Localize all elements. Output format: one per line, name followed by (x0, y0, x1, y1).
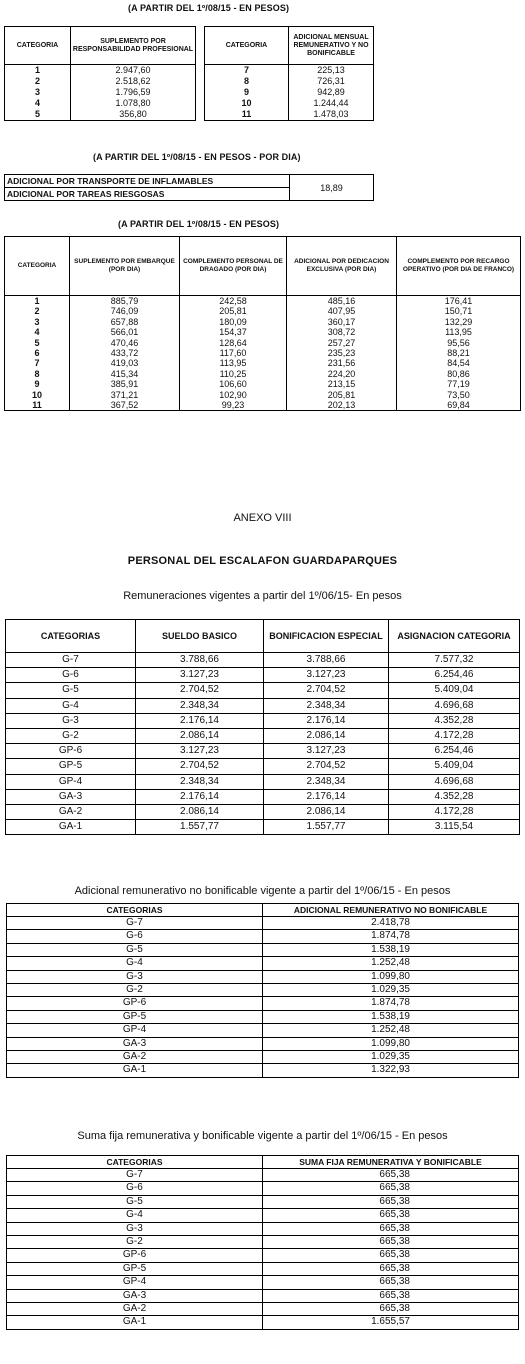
value-cell: 360,17 (287, 317, 397, 327)
value-cell: 2.086,14 (136, 805, 264, 820)
table-row (7, 970, 519, 983)
category-cell: GA-1 (7, 1064, 263, 1077)
value-cell: 176,41 (397, 296, 521, 307)
value-cell: 113,95 (180, 358, 287, 368)
value-cell: 95,56 (397, 338, 521, 348)
value-cell: 885,79 (70, 296, 180, 307)
value-cell: 6.254,46 (389, 744, 520, 759)
category-cell: G-2 (7, 1236, 263, 1249)
table-row (5, 65, 196, 77)
category-cell: G-7 (7, 1169, 263, 1182)
table-row (7, 1064, 519, 1077)
category-cell: GP-4 (7, 1276, 263, 1289)
table-row (6, 713, 520, 728)
value-cell: 257,27 (287, 338, 397, 348)
value-cell: 470,46 (70, 338, 180, 348)
value-cell: 665,38 (263, 1289, 519, 1302)
category-cell: G-5 (6, 683, 136, 698)
value-cell: 235,23 (287, 348, 397, 358)
category-cell: G-2 (7, 984, 263, 997)
value-cell: 154,37 (180, 327, 287, 337)
category-cell: GP-5 (6, 759, 136, 774)
category-cell: G-5 (7, 943, 263, 956)
category-cell: G-7 (7, 917, 263, 930)
table-row (6, 729, 520, 744)
adicional-no-bonificable-table (6, 903, 519, 1078)
value-cell: 1.557,77 (264, 820, 389, 835)
value-cell: 665,38 (263, 1195, 519, 1208)
header-categorias: CATEGORIAS (7, 904, 263, 917)
category-cell: 4 (5, 98, 71, 109)
table-row (5, 390, 521, 400)
value-cell: 180,09 (180, 317, 287, 327)
category-cell: GP-6 (7, 1249, 263, 1262)
value-cell: 2.348,34 (136, 774, 264, 789)
category-cell: G-6 (7, 1182, 263, 1195)
value-cell: 2.518,62 (71, 76, 196, 87)
category-cell: 2 (5, 76, 71, 87)
table-row (7, 1316, 519, 1329)
value-cell: 2.176,14 (136, 789, 264, 804)
category-cell: GA-3 (6, 789, 136, 804)
value-cell: 1.099,80 (263, 970, 519, 983)
header-suma-fija: SUMA FIJA REMUNERATIVA Y BONIFICABLE (263, 1156, 519, 1169)
value-cell: 356,80 (71, 109, 196, 121)
value-cell: 665,38 (263, 1222, 519, 1235)
value-cell: 665,38 (263, 1209, 519, 1222)
value-cell: 2.176,14 (264, 713, 389, 728)
table-row (5, 109, 196, 121)
value-cell: 746,09 (70, 306, 180, 316)
category-cell: 10 (5, 390, 70, 400)
block2-heading: (A PARTIR DEL 1º/08/15 - EN PESOS - POR DIA) (93, 152, 301, 162)
table-row (5, 98, 196, 109)
header-categoria: CATEGORIA (5, 237, 70, 296)
value-cell: 128,64 (180, 338, 287, 348)
value-cell: 88,21 (397, 348, 521, 358)
value-cell: 205,81 (287, 390, 397, 400)
table-row (5, 369, 521, 379)
category-cell: 2 (5, 306, 70, 316)
header-bonificacion-especial: BONIFICACION ESPECIAL (264, 620, 389, 653)
category-cell: GP-5 (7, 1262, 263, 1275)
table-row (7, 1276, 519, 1289)
block3-heading: (A PARTIR DEL 1º/08/15 - EN PESOS) (118, 219, 280, 229)
value-cell: 110,25 (180, 369, 287, 379)
value-cell: 726,31 (289, 76, 374, 87)
table-row (6, 805, 520, 820)
table-row (7, 943, 519, 956)
value-cell: 665,38 (263, 1303, 519, 1316)
value-cell: 371,21 (70, 390, 180, 400)
table-row (6, 759, 520, 774)
category-cell: 1 (5, 296, 70, 307)
value-cell: 4.696,68 (389, 774, 520, 789)
value-cell: 77,19 (397, 379, 521, 389)
table-row (205, 76, 374, 87)
header-recargo-operativo: COMPLEMENTO POR RECARGO OPERATIVO (POR DIA DE FRANCO) (397, 237, 521, 296)
value-cell: 1.078,80 (71, 98, 196, 109)
table-row (7, 1262, 519, 1275)
category-cell: 11 (5, 400, 70, 411)
value-cell: 4.172,28 (389, 729, 520, 744)
value-cell: 1.099,80 (263, 1037, 519, 1050)
table-row (5, 348, 521, 358)
category-cell: 7 (5, 358, 70, 368)
value-cell: 1.252,48 (263, 1024, 519, 1037)
value-cell: 4.172,28 (389, 805, 520, 820)
value-cell: 665,38 (263, 1236, 519, 1249)
table-row (6, 744, 520, 759)
value-cell: 5.409,04 (389, 759, 520, 774)
header-dedicacion-exclusiva: ADICIONAL POR DEDICACION EXCLUSIVA (POR DIA) (287, 237, 397, 296)
table-row (7, 1195, 519, 1208)
table-row (6, 653, 520, 668)
value-cell: 2.704,52 (264, 759, 389, 774)
table-row (5, 296, 521, 307)
category-cell: G-3 (6, 713, 136, 728)
value-cell: 657,88 (70, 317, 180, 327)
value-cell: 1.029,35 (263, 1051, 519, 1064)
table-row (6, 698, 520, 713)
value-cell: 117,60 (180, 348, 287, 358)
table-row (7, 1169, 519, 1182)
category-cell: G-3 (7, 970, 263, 983)
category-cell: GP-6 (7, 997, 263, 1010)
adicional-por-dia-table (4, 174, 374, 201)
table-row (7, 957, 519, 970)
value-cell: 2.348,34 (136, 698, 264, 713)
value-cell: 6.254,46 (389, 668, 520, 683)
table-row (7, 984, 519, 997)
value-cell: 2.176,14 (136, 713, 264, 728)
category-cell: G-7 (6, 653, 136, 668)
category-cell: G-3 (7, 1222, 263, 1235)
category-cell: 8 (5, 369, 70, 379)
category-cell: G-4 (7, 1209, 263, 1222)
value-cell: 367,52 (70, 400, 180, 411)
value-cell: 1.538,19 (263, 1010, 519, 1023)
value-cell: 308,72 (287, 327, 397, 337)
category-cell: G-4 (7, 957, 263, 970)
table-row (205, 87, 374, 98)
value-cell: 419,03 (70, 358, 180, 368)
value-cell: 4.696,68 (389, 698, 520, 713)
table-row (5, 400, 521, 411)
value-cell: 7.577,32 (389, 653, 520, 668)
value-cell: 150,71 (397, 306, 521, 316)
value-cell: 407,95 (287, 306, 397, 316)
category-cell: GA-1 (6, 820, 136, 835)
table-row (5, 379, 521, 389)
value-cell: 665,38 (263, 1262, 519, 1275)
value-cell: 1.322,93 (263, 1064, 519, 1077)
value-cell: 84,54 (397, 358, 521, 368)
anexo-label: ANEXO VIII (233, 512, 292, 524)
header-suplemento: SUPLEMENTO POR RESPONSABILIDAD PROFESIONAL (71, 27, 196, 65)
header-categorias: CATEGORIAS (7, 1156, 263, 1169)
suma-fija-table (6, 1155, 519, 1330)
table-row (205, 65, 374, 77)
category-cell: 1 (5, 65, 71, 77)
table-row (7, 1182, 519, 1195)
adicional-value: 18,89 (290, 175, 374, 201)
table-row (7, 1289, 519, 1302)
category-cell: 10 (205, 98, 289, 109)
table-row (5, 358, 521, 368)
value-cell: 3.788,66 (136, 653, 264, 668)
table-row (6, 789, 520, 804)
category-cell: G-4 (6, 698, 136, 713)
table-row (7, 930, 519, 943)
category-cell: GA-3 (7, 1037, 263, 1050)
category-cell: GA-3 (7, 1289, 263, 1302)
value-cell: 225,13 (289, 65, 374, 77)
table-row (7, 1051, 519, 1064)
value-cell: 1.655,57 (263, 1316, 519, 1329)
value-cell: 213,15 (287, 379, 397, 389)
value-cell: 1.796,59 (71, 87, 196, 98)
value-cell: 202,13 (287, 400, 397, 411)
suplementos-table (4, 236, 521, 411)
adicional-mensual-table (204, 26, 374, 121)
category-cell: 8 (205, 76, 289, 87)
category-cell: GA-1 (7, 1316, 263, 1329)
table-row (5, 317, 521, 327)
header-suplemento-embarque: SUPLEMENTO POR EMBARQUE (POR DIA) (70, 237, 180, 296)
value-cell: 231,56 (287, 358, 397, 368)
table4-caption: Remuneraciones vigentes a partir del 1º/06/15- En pesos (123, 590, 402, 602)
category-cell: G-6 (6, 668, 136, 683)
header-categorias: CATEGORIAS (6, 620, 136, 653)
row-tareas-riesgosas: ADICIONAL POR TAREAS RIESGOSAS (5, 188, 290, 201)
category-cell: 9 (5, 379, 70, 389)
value-cell: 3.115,54 (389, 820, 520, 835)
value-cell: 80,86 (397, 369, 521, 379)
header-categoria: CATEGORIA (5, 27, 71, 65)
header-categoria: CATEGORIA (205, 27, 289, 65)
value-cell: 1.478,03 (289, 109, 374, 121)
value-cell: 69,84 (397, 400, 521, 411)
table-row (7, 1222, 519, 1235)
table-row (7, 1209, 519, 1222)
category-cell: 11 (205, 109, 289, 121)
category-cell: 5 (5, 109, 71, 121)
value-cell: 73,50 (397, 390, 521, 400)
table-row (7, 1010, 519, 1023)
value-cell: 665,38 (263, 1249, 519, 1262)
value-cell: 2.704,52 (264, 683, 389, 698)
table-row (7, 1303, 519, 1316)
table-row (5, 76, 196, 87)
category-cell: 7 (205, 65, 289, 77)
header-adicional-remunerativo: ADICIONAL REMUNERATIVO NO BONIFICABLE (263, 904, 519, 917)
value-cell: 665,38 (263, 1276, 519, 1289)
value-cell: 1.538,19 (263, 943, 519, 956)
value-cell: 102,90 (180, 390, 287, 400)
value-cell: 242,58 (180, 296, 287, 307)
value-cell: 3.127,23 (264, 744, 389, 759)
category-cell: G-5 (7, 1195, 263, 1208)
category-cell: 5 (5, 338, 70, 348)
value-cell: 132,29 (397, 317, 521, 327)
table-row (205, 98, 374, 109)
value-cell: 485,16 (287, 296, 397, 307)
value-cell: 566,01 (70, 327, 180, 337)
value-cell: 5.409,04 (389, 683, 520, 698)
table-row (6, 820, 520, 835)
page-title: PERSONAL DEL ESCALAFON GUARDAPARQUES (127, 555, 398, 567)
value-cell: 1.252,48 (263, 957, 519, 970)
category-cell: GA-2 (7, 1051, 263, 1064)
value-cell: 1.874,78 (263, 930, 519, 943)
category-cell: GA-2 (7, 1303, 263, 1316)
value-cell: 2.086,14 (136, 729, 264, 744)
value-cell: 1.029,35 (263, 984, 519, 997)
header-sueldo-basico: SUELDO BASICO (136, 620, 264, 653)
table-row (5, 306, 521, 316)
table-row (205, 109, 374, 121)
value-cell: 4.352,28 (389, 713, 520, 728)
table6-caption: Suma fija remunerativa y bonificable vigente a partir del 1º/06/15 - En pesos (77, 1130, 448, 1142)
value-cell: 99,23 (180, 400, 287, 411)
category-cell: G-6 (7, 930, 263, 943)
value-cell: 1.557,77 (136, 820, 264, 835)
value-cell: 2.176,14 (264, 789, 389, 804)
table-row (6, 668, 520, 683)
value-cell: 2.348,34 (264, 774, 389, 789)
value-cell: 2.086,14 (264, 805, 389, 820)
table-row (7, 917, 519, 930)
value-cell: 385,91 (70, 379, 180, 389)
table-row (5, 338, 521, 348)
table-row (7, 1024, 519, 1037)
value-cell: 2.348,34 (264, 698, 389, 713)
value-cell: 2.086,14 (264, 729, 389, 744)
value-cell: 3.127,23 (136, 744, 264, 759)
table-row (6, 683, 520, 698)
value-cell: 205,81 (180, 306, 287, 316)
header-complemento-dragado: COMPLEMENTO PERSONAL DE DRAGADO (POR DIA) (180, 237, 287, 296)
table-row (5, 327, 521, 337)
table-row (7, 997, 519, 1010)
row-transporte-inflamables: ADICIONAL POR TRANSPORTE DE INFLAMABLES (5, 175, 290, 188)
value-cell: 3.788,66 (264, 653, 389, 668)
value-cell: 665,38 (263, 1169, 519, 1182)
value-cell: 2.418,78 (263, 917, 519, 930)
block1-heading: (A PARTIR DEL 1º/08/15 - EN PESOS) (128, 3, 290, 13)
value-cell: 2.704,52 (136, 759, 264, 774)
table-row (6, 774, 520, 789)
value-cell: 106,60 (180, 379, 287, 389)
table5-caption: Adicional remunerativo no bonificable vigente a partir del 1º/06/15 - En pesos (74, 885, 451, 897)
value-cell: 665,38 (263, 1182, 519, 1195)
value-cell: 224,20 (287, 369, 397, 379)
value-cell: 433,72 (70, 348, 180, 358)
value-cell: 2.947,60 (71, 65, 196, 77)
value-cell: 4.352,28 (389, 789, 520, 804)
category-cell: 6 (5, 348, 70, 358)
category-cell: GA-2 (6, 805, 136, 820)
value-cell: 2.704,52 (136, 683, 264, 698)
table-row (7, 1249, 519, 1262)
category-cell: 3 (5, 87, 71, 98)
category-cell: 4 (5, 327, 70, 337)
category-cell: 9 (205, 87, 289, 98)
value-cell: 1.244,44 (289, 98, 374, 109)
category-cell: GP-6 (6, 744, 136, 759)
category-cell: G-2 (6, 729, 136, 744)
value-cell: 3.127,23 (136, 668, 264, 683)
table-row (5, 87, 196, 98)
table-row (7, 1236, 519, 1249)
responsabilidad-table (4, 26, 196, 121)
category-cell: GP-4 (6, 774, 136, 789)
header-asignacion-categoria: ASIGNACION CATEGORIA (389, 620, 520, 653)
header-adicional-mensual: ADICIONAL MENSUAL REMUNERATIVO Y NO BONIFICABLE (289, 27, 374, 65)
category-cell: GP-5 (7, 1010, 263, 1023)
remuneraciones-table (5, 619, 520, 835)
table-row (7, 1037, 519, 1050)
value-cell: 942,89 (289, 87, 374, 98)
value-cell: 1.874,78 (263, 997, 519, 1010)
category-cell: GP-4 (7, 1024, 263, 1037)
value-cell: 113,95 (397, 327, 521, 337)
value-cell: 3.127,23 (264, 668, 389, 683)
category-cell: 3 (5, 317, 70, 327)
value-cell: 415,34 (70, 369, 180, 379)
